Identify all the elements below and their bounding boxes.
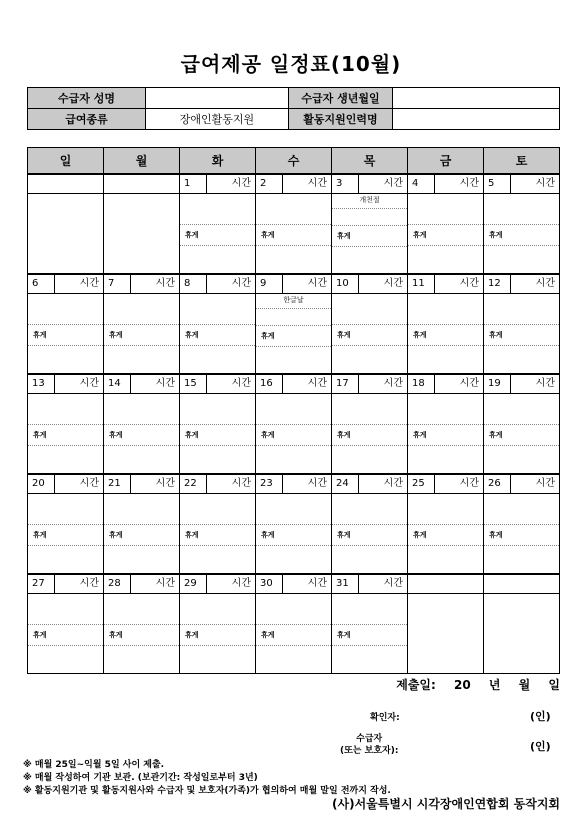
hours-field[interactable]: 시간 (383, 578, 403, 589)
weekday-header: 화 (180, 148, 256, 174)
work-time-field[interactable] (332, 394, 407, 408)
work-time-field[interactable] (180, 394, 255, 408)
work-time-field[interactable] (104, 494, 179, 508)
note-line: ※ 활동지원기관 및 활동지원사와 수급자 및 보호자(가족)가 협의하여 매월 말일 전까지 작성. (23, 786, 391, 796)
rest-field[interactable]: 휴게 (28, 324, 103, 346)
rest-field[interactable]: 휴게 (104, 524, 179, 546)
recipient-info-table (27, 87, 560, 130)
hours-field[interactable]: 시간 (307, 578, 327, 589)
hours-field[interactable]: 시간 (79, 378, 99, 389)
calendar-day (28, 374, 104, 474)
day-number: 2 (256, 175, 283, 193)
calendar-day (256, 574, 332, 674)
calendar-day (104, 274, 180, 374)
calendar-day (180, 474, 256, 574)
hours-field[interactable]: 시간 (231, 178, 251, 189)
work-time-field[interactable] (484, 194, 559, 208)
rest-field[interactable]: 휴게 (180, 424, 255, 446)
hours-field[interactable]: 시간 (459, 478, 479, 489)
day-number: 22 (180, 475, 207, 493)
work-time-field[interactable] (332, 294, 407, 308)
rest-field[interactable]: 휴게 (332, 424, 407, 446)
day-number: 28 (104, 575, 131, 593)
recipient-sign-label (340, 733, 398, 757)
rest-field[interactable]: 휴게 (104, 324, 179, 346)
work-time-field[interactable] (180, 494, 255, 508)
work-time-field[interactable] (408, 494, 483, 508)
rest-field[interactable]: 휴게 (28, 524, 103, 546)
calendar-empty-day (484, 574, 560, 674)
calendar-day (332, 374, 408, 474)
work-time-field[interactable] (256, 394, 331, 408)
calendar-day (408, 274, 484, 374)
work-time-field[interactable] (484, 294, 559, 308)
rest-field[interactable]: 휴게 (332, 225, 407, 247)
hours-field[interactable]: 시간 (307, 278, 327, 289)
day-number: 29 (180, 575, 207, 593)
work-time-field[interactable] (28, 294, 103, 308)
calendar-day (180, 174, 256, 274)
empty-day-row (484, 574, 559, 594)
work-time-field[interactable] (408, 294, 483, 308)
rest-field[interactable]: 휴게 (28, 624, 103, 646)
rest-field[interactable]: 휴게 (256, 224, 331, 246)
rest-field[interactable]: 휴게 (180, 524, 255, 546)
work-time-field[interactable] (180, 294, 255, 308)
work-time-field[interactable] (28, 594, 103, 608)
calendar-day (332, 574, 408, 674)
day-number: 10 (332, 275, 359, 293)
rest-field[interactable]: 휴게 (256, 624, 331, 646)
rest-field[interactable]: 휴게 (256, 424, 331, 446)
hours-field[interactable]: 시간 (79, 478, 99, 489)
day-number: 18 (408, 375, 435, 393)
calendar-day (332, 174, 408, 274)
day-number: 12 (484, 275, 511, 293)
weekday-header: 월 (104, 148, 180, 174)
work-time-field[interactable] (256, 594, 331, 608)
day-number: 5 (484, 175, 511, 193)
rest-field[interactable]: 휴게 (484, 524, 559, 546)
day-number: 13 (28, 375, 55, 393)
calendar-day (484, 174, 560, 274)
calendar-day (180, 574, 256, 674)
hours-field[interactable]: 시간 (231, 478, 251, 489)
day-number: 16 (256, 375, 283, 393)
hours-field[interactable]: 시간 (307, 478, 327, 489)
weekday-header: 토 (484, 148, 560, 174)
calendar-day (408, 474, 484, 574)
rest-field[interactable]: 휴게 (180, 624, 255, 646)
rest-field[interactable]: 휴게 (28, 424, 103, 446)
day-number: 31 (332, 575, 359, 593)
hours-field[interactable]: 시간 (535, 478, 555, 489)
hours-field[interactable]: 시간 (383, 478, 403, 489)
guardian-label: (또는 보호자): (340, 746, 399, 756)
rest-field[interactable]: 휴게 (180, 324, 255, 346)
day-number: 30 (256, 575, 283, 593)
benefit-type-value[interactable]: 장애인활동지원 (146, 109, 289, 130)
work-time-field[interactable] (28, 494, 103, 508)
work-time-field[interactable] (484, 394, 559, 408)
calendar-empty-day (104, 174, 180, 274)
calendar-day (332, 274, 408, 374)
calendar-day (28, 474, 104, 574)
work-time-field[interactable] (256, 194, 331, 208)
worker-field[interactable] (393, 109, 560, 130)
notes (23, 759, 391, 798)
weekday-header: 금 (408, 148, 484, 174)
organization-name: (사)서울특별시 시각장애인연합회 동작지회 (332, 797, 560, 811)
hours-field[interactable]: 시간 (459, 178, 479, 189)
day-number: 4 (408, 175, 435, 193)
day-number: 11 (408, 275, 435, 293)
work-time-field[interactable] (104, 594, 179, 608)
hours-field[interactable]: 시간 (155, 478, 175, 489)
weekday-header: 수 (256, 148, 332, 174)
hours-field[interactable]: 시간 (231, 578, 251, 589)
day-number: 1 (180, 175, 207, 193)
birth-label: 수급자 생년월일 (289, 88, 393, 109)
day-number: 20 (28, 475, 55, 493)
hours-field[interactable]: 시간 (155, 578, 175, 589)
rest-field[interactable]: 휴게 (180, 224, 255, 246)
calendar-day (180, 374, 256, 474)
day-number: 8 (180, 275, 207, 293)
rest-field[interactable]: 휴게 (484, 424, 559, 446)
calendar-day (408, 174, 484, 274)
holiday-label: 개천절 (332, 194, 407, 209)
rest-field[interactable]: 휴게 (408, 524, 483, 546)
hours-field[interactable]: 시간 (535, 278, 555, 289)
benefit-type-label: 급여종류 (28, 109, 146, 130)
seal-mark-recipient[interactable]: (인) (530, 740, 551, 753)
holiday-label: 한글날 (256, 294, 331, 309)
recipient-name-label: 수급자 성명 (28, 88, 146, 109)
work-time-field[interactable] (332, 494, 407, 508)
calendar-day (104, 574, 180, 674)
hours-field[interactable]: 시간 (459, 278, 479, 289)
rest-field[interactable]: 휴게 (332, 324, 407, 346)
calendar-day (408, 374, 484, 474)
work-time-field[interactable] (104, 294, 179, 308)
rest-field[interactable]: 휴게 (104, 624, 179, 646)
recipient-label: 수급자 (356, 734, 383, 744)
empty-day-row (104, 174, 179, 194)
weekday-header: 목 (332, 148, 408, 174)
hours-field[interactable]: 시간 (307, 378, 327, 389)
calendar-empty-day (28, 174, 104, 274)
submit-date[interactable]: 제출일: 20 년 월 일 (396, 678, 560, 692)
rest-field[interactable]: 휴게 (408, 224, 483, 246)
day-number: 14 (104, 375, 131, 393)
hours-field[interactable]: 시간 (307, 178, 327, 189)
hours-field[interactable]: 시간 (79, 578, 99, 589)
work-time-field[interactable] (180, 194, 255, 208)
work-time-field[interactable] (256, 494, 331, 508)
day-number: 6 (28, 275, 55, 293)
rest-field[interactable]: 휴게 (332, 524, 407, 546)
hours-field[interactable]: 시간 (231, 378, 251, 389)
page-title: 급여제공 일정표(10월) (180, 52, 402, 76)
work-time-field[interactable] (408, 194, 483, 208)
rest-field[interactable]: 휴게 (484, 324, 559, 346)
hours-field[interactable]: 시간 (155, 378, 175, 389)
work-time-field[interactable] (28, 394, 103, 408)
day-number: 7 (104, 275, 131, 293)
work-time-field[interactable] (484, 494, 559, 508)
hours-field[interactable]: 시간 (383, 278, 403, 289)
calendar-day (180, 274, 256, 374)
weekday-header: 일 (28, 148, 104, 174)
work-time-field[interactable] (332, 594, 407, 608)
empty-day-row (408, 574, 483, 594)
calendar-day (28, 574, 104, 674)
hours-field[interactable]: 시간 (383, 178, 403, 189)
day-number: 27 (28, 575, 55, 593)
hours-field[interactable]: 시간 (231, 278, 251, 289)
rest-field[interactable]: 휴게 (332, 624, 407, 646)
day-number: 21 (104, 475, 131, 493)
calendar-day (484, 474, 560, 574)
calendar-day (484, 374, 560, 474)
hours-field[interactable]: 시간 (535, 378, 555, 389)
work-time-field[interactable] (104, 394, 179, 408)
calendar-day (332, 474, 408, 574)
hours-field[interactable]: 시간 (79, 278, 99, 289)
day-number: 9 (256, 275, 283, 293)
day-number: 17 (332, 375, 359, 393)
rest-field[interactable]: 휴게 (256, 524, 331, 546)
rest-field[interactable]: 휴게 (256, 325, 331, 347)
calendar-day (256, 374, 332, 474)
work-time-field[interactable] (180, 594, 255, 608)
note-line: ※ 매월 작성하여 기관 보관. (보관기간: 작성일로부터 3년) (23, 773, 258, 783)
day-number: 15 (180, 375, 207, 393)
day-number: 19 (484, 375, 511, 393)
hours-field[interactable]: 시간 (155, 278, 175, 289)
day-number: 3 (332, 175, 359, 193)
note-line: ※ 매월 25일~익월 5일 사이 제출. (23, 760, 165, 770)
hours-field[interactable]: 시간 (383, 378, 403, 389)
calendar-day (256, 474, 332, 574)
worker-label: 활동지원인력명 (289, 109, 393, 130)
calendar-empty-day (408, 574, 484, 674)
work-time-field[interactable] (408, 394, 483, 408)
calendar-day (104, 474, 180, 574)
rest-field[interactable]: 휴게 (104, 424, 179, 446)
day-number: 23 (256, 475, 283, 493)
calendar-day (256, 174, 332, 274)
day-number: 26 (484, 475, 511, 493)
rest-field[interactable]: 휴게 (408, 424, 483, 446)
day-number: 25 (408, 475, 435, 493)
calendar-day (484, 274, 560, 374)
calendar-day (104, 374, 180, 474)
seal-mark[interactable]: (인) (530, 710, 551, 723)
confirmer-label: 확인자: (370, 713, 400, 723)
rest-field[interactable]: 휴게 (484, 224, 559, 246)
hours-field[interactable]: 시간 (535, 178, 555, 189)
hours-field[interactable]: 시간 (459, 378, 479, 389)
calendar-table (27, 147, 560, 674)
rest-field[interactable]: 휴게 (408, 324, 483, 346)
birth-field[interactable] (393, 88, 560, 109)
empty-day-row (28, 174, 103, 194)
day-number: 24 (332, 475, 359, 493)
calendar-day (28, 274, 104, 374)
recipient-name-field[interactable] (146, 88, 289, 109)
calendar-day (256, 274, 332, 374)
